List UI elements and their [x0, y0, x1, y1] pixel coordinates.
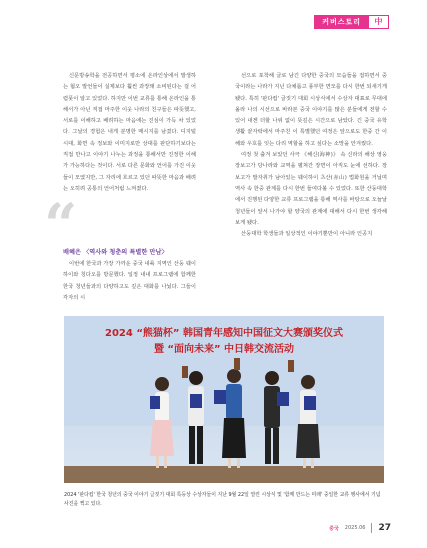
- page-number: 27: [378, 523, 391, 533]
- magazine-name: 중국: [329, 525, 339, 532]
- right-column: [235, 71, 387, 240]
- banner-line-2: 暨 “面向未来” 中日韩交流活动: [153, 344, 295, 355]
- issue-date: 2025.06: [344, 525, 366, 531]
- left-paragraph-2: 이번에 한국과 가장 가까운 중국 내륙 지역인 산둥 웨이하이와 칭다오를 방문했다. 일정 내내 프로그램에 함께한 한국 청년들과의 다양하고도 깊은 대화를 나눴다. 그들이 각자의 시: [63, 261, 196, 301]
- section-label: 커버스토리: [314, 15, 369, 29]
- right-paragraph-2: 여정 첫 출겨 보았던 사극 《해신(海神)》 속 신라의 해상 영웅 장보고가 당나라와 교역을 펼쳐간 장면이 아직도 눈에 선하다. 장보고가 발자취가 남아있는 웨이하이 츠산(赤山) 법화원을 거닐며 역사 속 한중 관계를 다시 한번 들여다볼 수 있었다. 또한 산둥대학에서 진행된 다양한 교류 프로그램을 통해 역사를 바탕으로 오늘날 청년들이 앞서 나가야 할 양국의 관계에 대해서 다시 한번 생각해보게 됐다.: [235, 152, 387, 226]
- right-paragraph-3: 산둥대학 학생들과 일상적인 이야기뿐만이 아니라 인공지: [241, 231, 373, 238]
- china-logo-icon: 中: [369, 15, 389, 29]
- banner-line-1: 2024 “熊猫杯” 韩国青年感知中国征文大赛颁奖仪式: [105, 328, 343, 339]
- left-column-2: [63, 259, 196, 304]
- right-paragraph-1: 선으로 포착해 글로 남긴 다양한 중국의 모습들을 접하면서 중국이라는 나라가 지닌 다채롭고 풍부한 면모를 다시 한번 되새기게 됐다. 특히 '판다컵' 글짓기 대회 시상식에서 수상자 대표로 무대에 올라 나의 시선으로 바라본 중국 이야기를 많은 분들에게 전할 수 있어 내겐 더할 나위 없이 뜻깊은 시간으로 남았다. 긴 중국 유학 생활 끝자락에서 마주친 이 특별했던 여정은 앞으로도 한중 간 이해와 우호를 잇는 다리 역할을 하고 싶다는 소망을 안겨줬다.: [235, 73, 387, 147]
- left-paragraph-1: 신문방송학을 전공하면서 평소에 온라인상에서 발생하는 혐오 발언들이 실제보다 훨씬 과장돼 소비된다는 걸 어렴풋이 알고 있었다. 하지만 이번 교류를 통해 온라인을 통해서가 아닌 직접 마주한 이웃 나라의 친구들은 따뜻했고, 서로를 이해하고 배려하는 마음에는 진심이 가득 차 있었다. 그날의 경험은 내게 분명한 메시지를 남겼다. 디지털 시대, 화면 속 정보와 이미지로만 상대를 판단하기보다는 직접 만나고 이야기 나누는 과정을 통해서만 진정한 이해가 가능하다는 것이다. 서로 다른 문화와 언어를 가진 이웃들이 모였지만, 그 자리에 흐르고 있던 따뜻한 마음과 배려는 오히려 공통의 언어처럼 느껴졌다.: [63, 73, 196, 192]
- page-footer: [329, 523, 391, 533]
- ceremony-photo: [64, 316, 384, 483]
- photo-caption: 2024 '판다컵' 한국 청년의 중국 이야기 글짓기 대회 특등상 수상자들이 지난 9월 22일 열린 시상식 및 '함께 만드는 미래' 중일한 교류 행사에서 기념사진을 찍고 있다.: [64, 492, 381, 507]
- footer-divider: [371, 523, 372, 533]
- section-subhead: 배혜은 〈역사와 청춘의 특별한 만남〉: [63, 249, 168, 256]
- quote-mark-icon: “: [44, 191, 78, 259]
- left-column: [63, 71, 196, 195]
- section-tag: [314, 15, 389, 29]
